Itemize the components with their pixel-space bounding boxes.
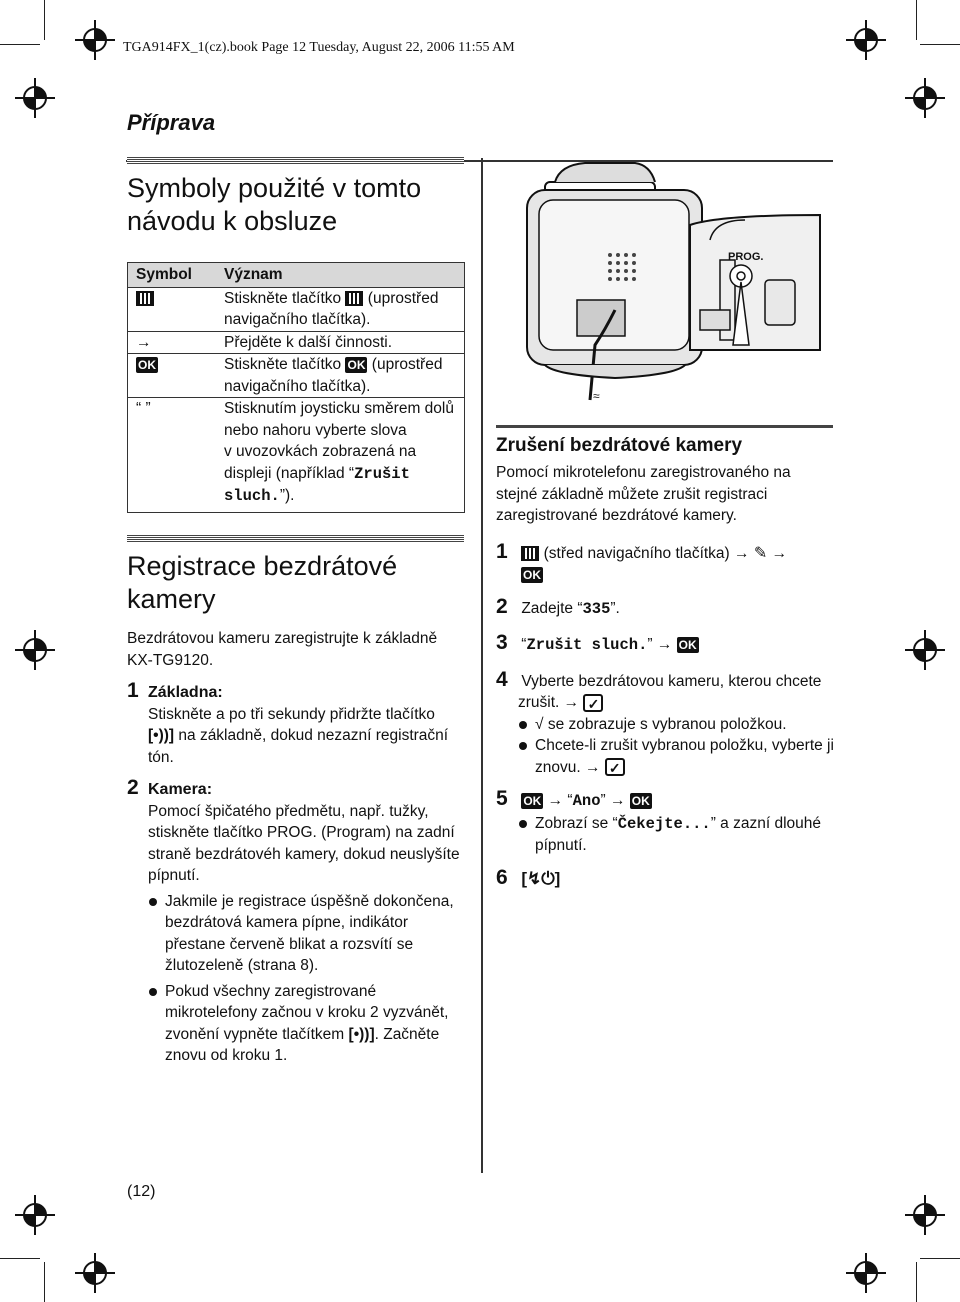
quotes-symbol: “ ”	[136, 400, 151, 417]
trim-line	[916, 0, 917, 40]
registration-mark-icon	[905, 78, 945, 118]
off-key-icon: [↯⏻]	[521, 868, 561, 888]
registration-mark-icon	[75, 1253, 115, 1293]
list-item: Jakmile je registrace úspěšně dokončena, bezdrátová kamera pípne, indikátor přestane červeně blikat a rozsvítí se žlutozeleně (strana 8).	[148, 891, 472, 977]
registration-mark-icon	[846, 1253, 886, 1293]
trim-line	[44, 0, 45, 40]
checkmark-key-icon: ✓	[583, 694, 603, 712]
registration-mark-icon	[905, 1195, 945, 1235]
column-separator	[481, 158, 483, 1173]
registration-mark-icon	[15, 630, 55, 670]
page-number: (12)	[127, 1183, 156, 1200]
svg-text:≈: ≈	[593, 389, 600, 403]
list-item: √ se zobrazuje s vybranou položkou.	[518, 714, 841, 736]
ok-key-icon: OK	[523, 793, 542, 808]
trim-line	[916, 1262, 917, 1302]
registration-mark-icon	[905, 630, 945, 670]
locator-key-icon: [•))]	[348, 1025, 375, 1043]
registration-body: Bezdrátovou kameru zaregistrujte k základně KX-TG9120. 1 Základna: Stiskněte a po tři sekundy přidržte tlačítko [•))] na základně, dokud nezazní registrační tón. 2 Kamera: Pomocí špičatého předmětu, např. tužky, stiskněte tlačítko PROG. (Program) na zadní straně bezdrátovéh kamery, dokud neuslyšíte pípnutí. Jakmile je registrace úspěšně dokončena, bezdrátová kamera pípne, indikátor přestane červeně blikat a rozsvítí se žlutozeleně (strana 8). Pokud všechny zaregistrované mikrotelefony začnou v kroku 2 vyzvánět, zvonění vypněte tlačítkem [•))]. Začněte znovu od kroku 1.	[127, 628, 472, 1067]
cancel-body: Pomocí mikrotelefonu zaregistrovaného na stejné základně můžete zrušit registraci zaregistrované bezdrátové kamery. 1 (střed navigačního tlačítka) → ✎ → OK 2 Zadejte “335”. 3 “Zrušit sluch.” → OK 4 Vyberte bezdrátovou kameru, kterou chcete zrušit. → ✓ √ se zobrazuje s vybranou položkou. Chcete-li zrušit vybranou položku, vyberte ji znovu. → ✓ 5 OK → “Ano” → OK Zobrazí se “Čekejte...” a zazní dlouhé pípnutí. 6 [↯⏻]	[496, 462, 841, 890]
col-meaning: Význam	[216, 263, 465, 288]
ok-key-icon: OK	[678, 637, 697, 652]
registration-mark-icon	[75, 20, 115, 60]
arrow-icon: →	[128, 331, 217, 354]
checkmark-key-icon: ✓	[605, 758, 625, 776]
table-header	[128, 263, 465, 288]
menu-key-icon	[136, 291, 154, 306]
heading-rule	[127, 157, 464, 165]
trim-line	[44, 1262, 45, 1302]
ok-key-icon: OK	[138, 357, 156, 372]
book-header: TGA914FX_1(cz).book Page 12 Tuesday, August 22, 2006 11:55 AM	[123, 40, 515, 55]
list-item: Pokud všechny zaregistrované mikrotelefony začnou v kroku 2 vyzvánět, zvonění vypněte tlačítkem [•))]. Začněte znovu od kroku 1.	[148, 981, 472, 1067]
prog-label: PROG.	[728, 251, 764, 263]
registration-mark-icon	[846, 20, 886, 60]
symbols-table	[127, 262, 465, 513]
ok-key-icon: OK	[523, 567, 541, 582]
trim-line	[920, 1258, 960, 1259]
trim-line	[0, 1258, 40, 1259]
heading-rule	[496, 425, 833, 428]
menu-key-icon	[521, 546, 539, 561]
list-item: Zobrazí se “Čekejte...” a zazní dlouhé pípnutí.	[518, 813, 841, 857]
table-row: Stiskněte tlačítko (uprostřed navigačního tlačítka).	[128, 287, 465, 331]
menu-key-icon	[345, 291, 363, 306]
table-row: OK Stiskněte tlačítko OK (uprostřed navigačního tlačítka).	[128, 354, 465, 398]
col-symbol: Symbol	[128, 263, 217, 288]
camera-settings-icon: ✎	[753, 544, 768, 562]
registration-mark-icon	[15, 78, 55, 118]
symbols-heading: Symboly použité v tomto návodu k obsluze	[127, 173, 422, 236]
locator-key-icon: [•))]	[148, 727, 175, 744]
cancel-heading: Zrušení bezdrátové kamery	[496, 435, 743, 456]
ok-key-icon: OK	[347, 357, 366, 372]
ok-key-icon: OK	[631, 793, 650, 808]
table-row: “ ” Stisknutím joysticku směrem dolů nebo nahoru vyberte slova v uvozovkách zobrazená na displeji (například “Zrušit sluch.”).	[128, 398, 465, 513]
list-item: Chcete-li zrušit vybranou položku, vyberte ji znovu. → ✓	[518, 735, 841, 778]
table-row: → Přejděte k další činnosti.	[128, 331, 465, 354]
registration-mark-icon	[15, 1195, 55, 1235]
registration-heading: Registrace bezdrátové kamery	[127, 551, 398, 614]
trim-line	[920, 44, 960, 45]
trim-line	[0, 44, 40, 45]
camera-illustration	[515, 160, 825, 410]
heading-rule	[127, 535, 464, 543]
section-label: Příprava	[127, 110, 216, 135]
